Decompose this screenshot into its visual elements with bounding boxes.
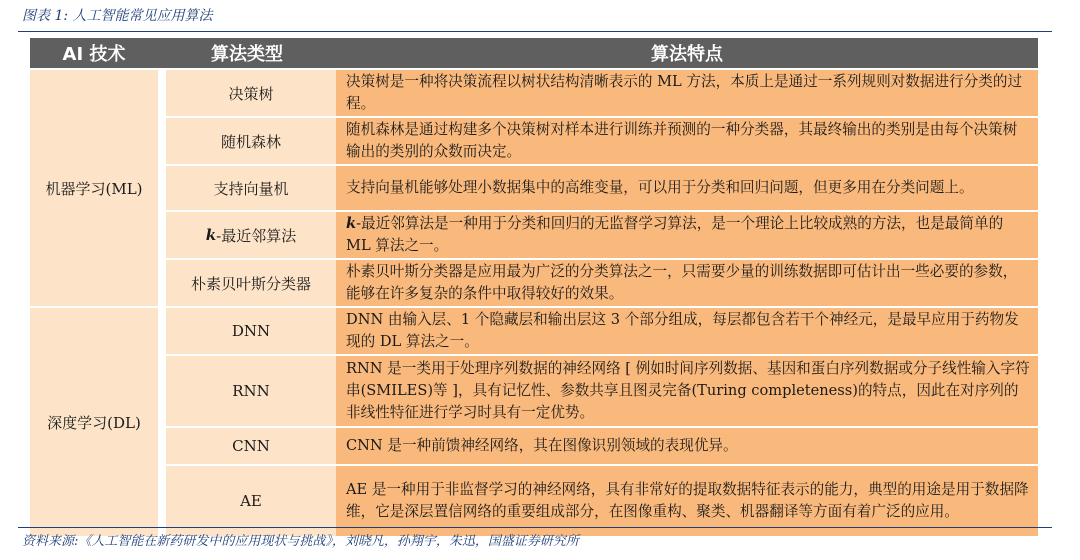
table-row	[158, 116, 1038, 164]
algorithm-name: 决策树	[166, 70, 336, 116]
table-row	[158, 258, 1038, 306]
algorithm-desc-text: -最近邻算法是一种用于分类和回归的无监督学习算法，是一个理论上比较成熟的方法，也是最简单的 ML 算法之一。	[346, 214, 1004, 254]
group-label-dl: 深度学习(DL)	[30, 308, 158, 536]
algorithm-desc: AE 是一种用于非监督学习的神经网络，具有非常好的提取数据特征表示的能力，典型的用途是用于数据降维，它是深层置信网络的重要组成部分，在图像重构、聚类、机器翻译等方面有着广泛的应用。	[336, 466, 1038, 536]
table-row	[158, 308, 1038, 354]
table-row	[158, 354, 1038, 426]
table-row	[158, 70, 1038, 116]
algorithm-name: 朴素贝叶斯分类器	[166, 260, 336, 306]
table-row	[158, 164, 1038, 210]
k-symbol: k	[205, 226, 217, 244]
bottom-rule	[18, 527, 1052, 528]
algorithm-table	[30, 38, 1038, 536]
algorithm-desc: 随机森林是通过构建多个决策树对样本进行训练并预测的一种分类器，其最终输出的类别是由每个决策树输出的类别的众数而决定。	[336, 118, 1038, 164]
table-row	[158, 426, 1038, 464]
group-label-ml: 机器学习(ML)	[30, 70, 158, 306]
algorithm-name: 支持向量机	[166, 166, 336, 210]
algorithm-name: 随机森林	[166, 118, 336, 164]
algorithm-name: RNN	[166, 356, 336, 426]
k-symbol: k	[346, 214, 357, 232]
algorithm-name: AE	[166, 466, 336, 536]
algorithm-name	[166, 212, 336, 258]
table-header	[30, 38, 1038, 68]
header-ai-tech: AI 技术	[62, 44, 126, 65]
header-algorithm-type: 算法类型	[211, 44, 283, 65]
top-rule	[18, 31, 1052, 32]
algorithm-desc: CNN 是一种前馈神经网络，其在图像识别领域的表现优异。	[336, 428, 1038, 464]
table-row	[158, 464, 1038, 536]
algorithm-desc: 决策树是一种将决策流程以树状结构清晰表示的 ML 方法，本质上是通过一系列规则对数据进行分类的过程。	[336, 70, 1038, 116]
group-ml	[30, 68, 1038, 306]
algorithm-name: CNN	[166, 428, 336, 464]
source-note: 资料来源:《人工智能在新药研发中的应用现状与挑战》，刘晓凡，孙翔宇，朱迅，国盛证券研究所	[22, 534, 579, 549]
algorithm-desc: DNN 由输入层、1 个隐藏层和输出层这 3 个部分组成，每层都包含若干个神经元，是最早应用于药物发现的 DL 算法之一。	[336, 308, 1038, 354]
algorithm-desc: 朴素贝叶斯分类器是应用最为广泛的分类算法之一，只需要少量的训练数据即可估计出一些必要的参数，能够在许多复杂的条件中取得较好的效果。	[336, 260, 1038, 306]
algorithm-name-text: -最近邻算法	[216, 226, 297, 245]
table-row	[158, 210, 1038, 258]
group-dl	[30, 306, 1038, 536]
algorithm-desc	[336, 212, 1038, 258]
algorithm-desc: 支持向量机能够处理小数据集中的高维变量，可以用于分类和回归问题，但更多用在分类问题上。	[336, 166, 1038, 210]
algorithm-desc: RNN 是一类用于处理序列数据的神经网络 [ 例如时间序列数据、基因和蛋白序列数据或分子线性输入字符串(SMILES)等 ]，具有记忆性、参数共享且图灵完备(Turing completeness)的特点，因此在对序列的非线性特征进行学习时具有一定优势。	[336, 356, 1038, 426]
figure-caption: 图表 1: 人工智能常见应用算法	[22, 8, 213, 24]
header-algorithm-features: 算法特点	[651, 44, 723, 65]
algorithm-name: DNN	[166, 308, 336, 354]
